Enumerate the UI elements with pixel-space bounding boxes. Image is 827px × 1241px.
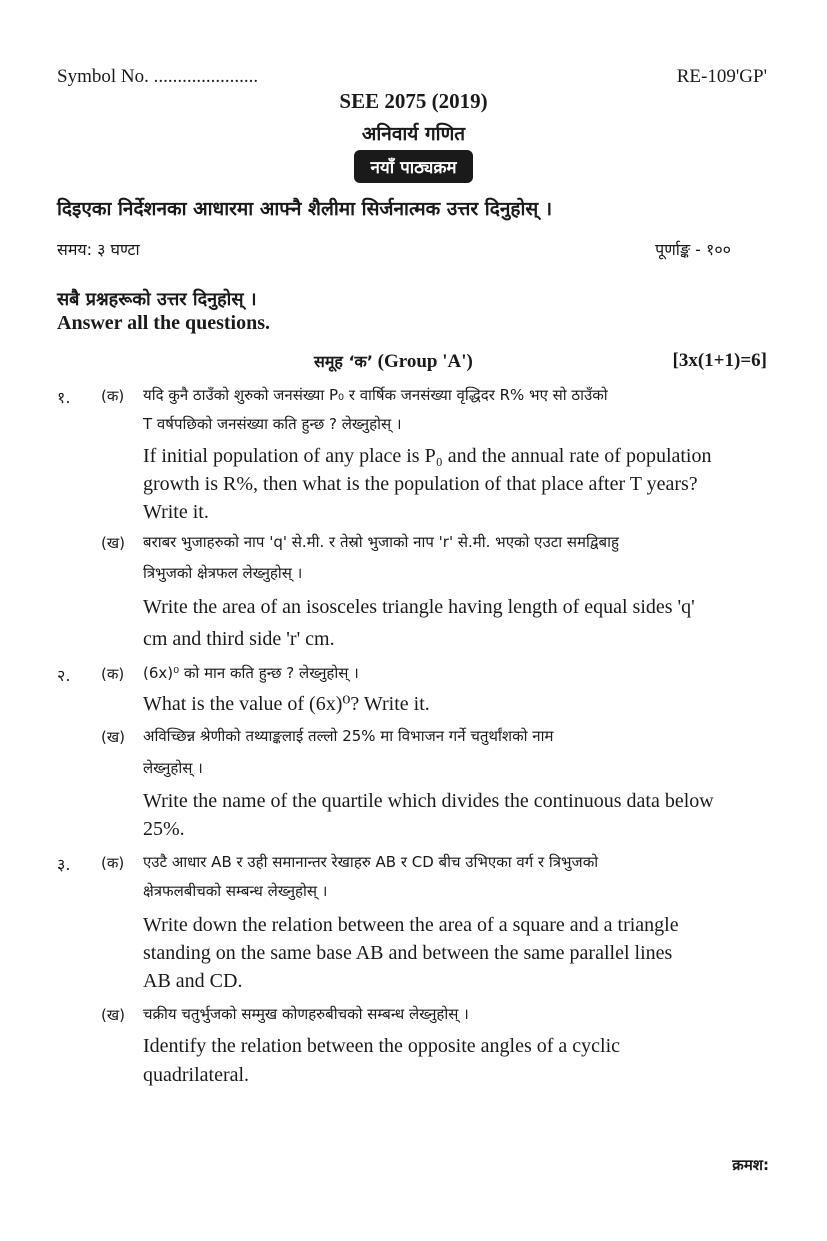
question-text-nepali: T वर्षपछिको जनसंख्या कति हुन्छ ? लेख्नुहोस् ।	[143, 415, 402, 433]
question-part-label: (क)	[101, 854, 125, 872]
question-text-nepali: एउटै आधार AB र उही समानान्तर रेखाहरु AB र CD बीच उभिएका वर्ग र त्रिभुजको	[143, 853, 599, 871]
question-part-label: (ख)	[101, 534, 125, 552]
question-text-nepali: बराबर भुजाहरुको नाप 'q' से.मी. र तेस्रो भुजाको नाप 'r' से.मी. भएको एउटा समद्विबाहु	[143, 533, 619, 551]
question-number: १.	[57, 388, 71, 407]
question-number: २.	[57, 666, 71, 685]
symbol-number: Symbol No. ......................	[57, 66, 259, 87]
question-text-english: Write down the relation between the area of a square and a triangle	[143, 914, 679, 936]
question-part-label: (क)	[101, 665, 125, 683]
subject-title: अनिवार्य गणित	[361, 123, 466, 145]
question-text-nepali: क्षेत्रफलबीचको सम्बन्ध लेख्नुहोस् ।	[143, 882, 328, 900]
question-text-english: Write the area of an isosceles triangle having length of equal sides 'q'	[143, 596, 695, 618]
question-text-english: Write it.	[143, 501, 209, 523]
question-text-english: What is the value of (6x)⁰? Write it.	[143, 693, 430, 715]
paper-code: RE-109'GP'	[676, 66, 767, 87]
question-part-label: (क)	[101, 387, 125, 405]
curriculum-badge-wrap	[0, 150, 827, 183]
group-marks: [3x(1+1)=6]	[672, 350, 767, 371]
question-text-english: Write the name of the quartile which divides the continuous data below	[143, 790, 714, 812]
question-part-label: (ख)	[101, 1006, 125, 1024]
question-number: ३.	[57, 855, 71, 874]
question-text-nepali: (6x)⁰ को मान कति हुन्छ ? लेख्नुहोस् ।	[143, 664, 359, 682]
question-text-nepali: त्रिभुजको क्षेत्रफल लेख्नुहोस् ।	[143, 564, 303, 582]
answer-all-nepali: सबै प्रश्नहरूको उत्तर दिनुहोस् ।	[57, 289, 257, 310]
continued-marker: क्रमश:	[732, 1156, 769, 1174]
curriculum-badge: नयाँ पाठ्यक्रम	[354, 150, 472, 183]
general-instruction: दिइएका निर्देशनका आधारमा आफ्नै शैलीमा सिर्जनात्मक उत्तर दिनुहोस् ।	[57, 198, 553, 220]
answer-all-english: Answer all the questions.	[57, 312, 270, 334]
question-text-english: quadrilateral.	[143, 1064, 250, 1086]
question-text-english: AB and CD.	[143, 970, 243, 992]
question-part-label: (ख)	[101, 728, 125, 746]
question-text-nepali: अविच्छिन्न श्रेणीको तथ्याङ्कलाई तल्लो 25% मा विभाजन गर्ने चतुर्थांशको नाम	[143, 727, 554, 745]
question-text-english: Identify the relation between the opposite angles of a cyclic	[143, 1035, 621, 1057]
exam-time: समय: ३ घण्टा	[57, 240, 140, 259]
question-text-english: standing on the same base AB and between the same parallel lines	[143, 942, 673, 964]
group-heading	[314, 350, 473, 373]
question-text-nepali: चक्रीय चतुर्भुजको सम्मुख कोणहरुबीचको सम्बन्ध लेख्नुहोस् ।	[143, 1005, 469, 1023]
question-text-english: cm and third side 'r' cm.	[143, 628, 335, 650]
question-text-nepali: यदि कुनै ठाउँको शुरुको जनसंख्या P₀ र वार्षिक जनसंख्या वृद्धिदर R% भए सो ठाउँको	[143, 386, 608, 404]
group-label-nepali: समूह ‘क’	[314, 352, 373, 371]
group-label-english: (Group 'A')	[377, 351, 473, 372]
full-marks: पूर्णाङ्क - १००	[655, 240, 731, 259]
exam-title: SEE 2075 (2019)	[339, 89, 488, 113]
question-text-nepali: लेख्नुहोस् ।	[143, 759, 203, 777]
question-text-english: 25%.	[143, 818, 185, 840]
question-text-english: If initial population of any place is P₀ and the annual rate of population	[143, 445, 712, 467]
question-text-english: growth is R%, then what is the population of that place after T years?	[143, 473, 698, 495]
